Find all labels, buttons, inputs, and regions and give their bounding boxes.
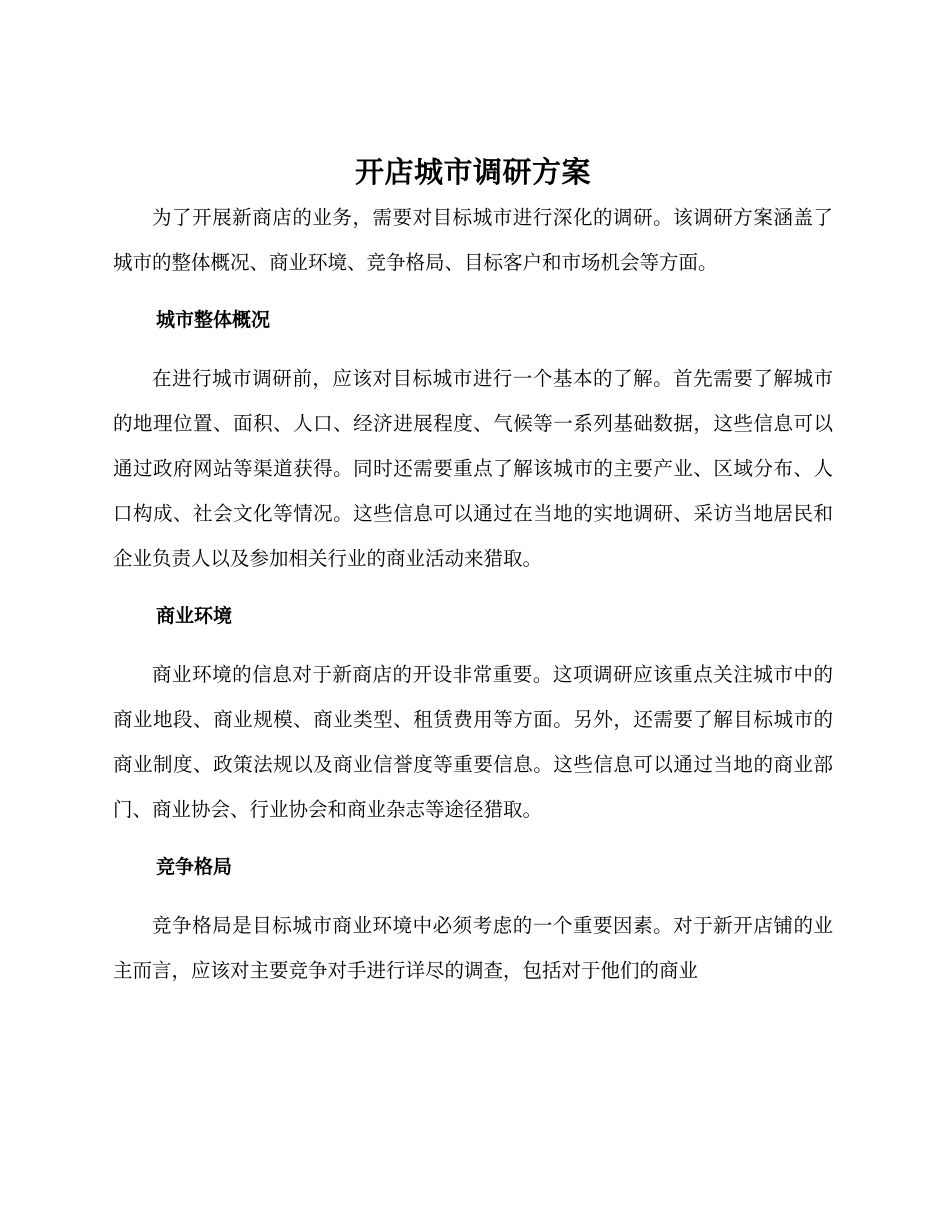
section-heading-city-overview: 城市整体概况 xyxy=(156,309,271,331)
section-heading-business-environment: 商业环境 xyxy=(156,605,233,627)
document-title: 开店城市调研方案 xyxy=(354,155,591,189)
document-page xyxy=(113,150,833,993)
section-body-business-environment: 商业环境的信息对于新商店的开设非常重要。这项调研应该重点关注城市中的商业地段、商业规模、商业类型、租赁费用等方面。另外，还需要了解目标城市的商业制度、政策法规以及商业信誉度等重要信息。这些信息可以通过当地的商业部门、商业协会、行业协会和商业杂志等途径猎取。 xyxy=(113,663,833,821)
section-body-competition: 竞争格局是目标城市商业环境中必须考虑的一个重要因素。对于新开店铺的业主而言，应该对主要竞争对手进行详尽的调查，包括对于他们的商业 xyxy=(113,914,833,982)
section-heading-competition: 竞争格局 xyxy=(156,856,233,878)
intro-paragraph: 为了开展新商店的业务，需要对目标城市进行深化的调研。该调研方案涵盖了城市的整体概况、商业环境、竞争格局、目标客户和市场机会等方面。 xyxy=(113,206,833,274)
section-body-city-overview: 在进行城市调研前，应该对目标城市进行一个基本的了解。首先需要了解城市的地理位置、面积、人口、经济进展程度、气候等一系列基础数据，这些信息可以通过政府网站等渠道获得。同时还需要重点了解该城市的主要产业、区域分布、人口构成、社会文化等情况。这些信息可以通过在当地的实地调研、采访当地居民和企业负责人以及参加相关行业的商业活动来猎取。 xyxy=(113,367,833,570)
